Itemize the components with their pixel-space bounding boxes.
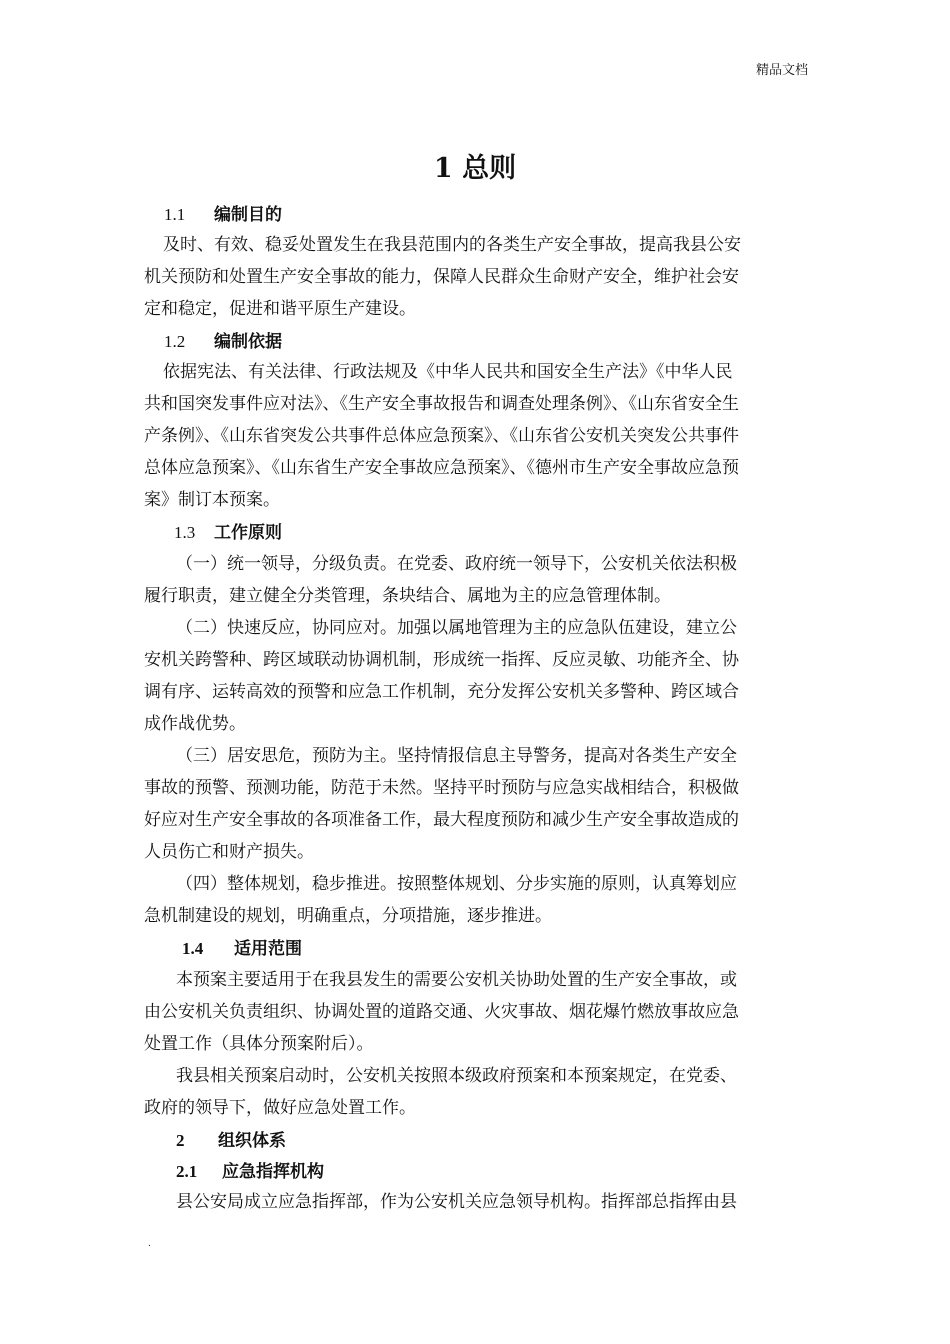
- paragraph-line: 人员伤亡和财产损失。: [144, 842, 314, 862]
- paragraph-line: 依据宪法、有关法律、行政法规及《中华人民共和国安全生产法》《中华人民: [163, 362, 733, 382]
- section-heading-2-1: [176, 1163, 324, 1181]
- paragraph-line: 事故的预警、预测功能，防范于未然。坚持平时预防与应急实战相结合，积极做: [144, 778, 739, 798]
- section-title: 工作原则: [214, 523, 282, 543]
- paragraph-line: 急机制建设的规划，明确重点，分项措施，逐步推进。: [144, 906, 552, 926]
- section-heading-1-4: [182, 940, 302, 958]
- paragraph-line: 我县相关预案启动时，公安机关按照本级政府预案和本预案规定，在党委、: [176, 1066, 737, 1086]
- footer-dot: .: [148, 1239, 151, 1249]
- section-number: 1.3: [174, 523, 196, 542]
- paragraph-line: 及时、有效、稳妥处置发生在我县范围内的各类生产安全事故，提高我县公安: [163, 235, 741, 255]
- paragraph-line: （三）居安思危，预防为主。坚持情报信息主导警务，提高对各类生产安全: [176, 746, 737, 766]
- section-number: 2.1: [176, 1162, 198, 1181]
- section-title: 编制依据: [214, 332, 282, 352]
- paragraph-line: 安机关跨警种、跨区域联动协调机制，形成统一指挥、反应灵敏、功能齐全、协: [144, 650, 739, 670]
- paragraph-line: 处置工作（具体分预案附后）。: [144, 1034, 374, 1054]
- section-number: 1.1: [164, 205, 186, 224]
- section-title: 应急指挥机构: [222, 1162, 324, 1182]
- paragraph-line: （二）快速反应，协同应对。加强以属地管理为主的应急队伍建设，建立公: [176, 618, 737, 638]
- paragraph-line: （一）统一领导，分级负责。在党委、政府统一领导下，公安机关依法积极: [176, 554, 737, 574]
- section-number: 2: [176, 1131, 185, 1150]
- paragraph-line: 总体应急预案》、《山东省生产安全事故应急预案》、《德州市生产安全事故应急预: [144, 458, 739, 478]
- section-number: 1.4: [182, 939, 204, 958]
- section-heading-1-3: [174, 524, 282, 542]
- section-title: 组织体系: [218, 1131, 286, 1151]
- page-title: 1 总则: [433, 153, 517, 184]
- section-heading-2: [176, 1132, 286, 1150]
- paragraph-line: 好应对生产安全事故的各项准备工作，最大程度预防和减少生产安全事故造成的: [144, 810, 739, 830]
- paragraph-line: 县公安局成立应急指挥部，作为公安机关应急领导机构。指挥部总指挥由县: [176, 1192, 737, 1212]
- paragraph-line: （四）整体规划，稳步推进。按照整体规划、分步实施的原则，认真筹划应: [176, 874, 737, 894]
- paragraph-line: 共和国突发事件应对法》、《生产安全事故报告和调查处理条例》、《山东省安全生: [144, 394, 739, 414]
- section-title: 编制目的: [214, 205, 282, 225]
- paragraph-line: 调有序、运转高效的预警和应急工作机制，充分发挥公安机关多警种、跨区域合: [144, 682, 739, 702]
- paragraph-line: 定和稳定，促进和谐平原生产建设。: [144, 299, 416, 319]
- header-mark: 精品文档: [755, 63, 808, 78]
- section-heading-1-2: [164, 333, 282, 351]
- paragraph-line: 政府的领导下，做好应急处置工作。: [144, 1098, 416, 1118]
- paragraph-line: 本预案主要适用于在我县发生的需要公安机关协助处置的生产安全事故，或: [176, 970, 737, 990]
- paragraph-line: 履行职责，建立健全分类管理，条块结合、属地为主的应急管理体制。: [144, 586, 671, 606]
- paragraph-line: 由公安机关负责组织、协调处置的道路交通、火灾事故、烟花爆竹燃放事故应急: [144, 1002, 739, 1022]
- paragraph-line: 成作战优势。: [144, 714, 246, 734]
- paragraph-line: 产条例》、《山东省突发公共事件总体应急预案》、《山东省公安机关突发公共事件: [144, 426, 739, 446]
- section-heading-1-1: [164, 206, 282, 224]
- paragraph-line: 案》制订本预案。: [144, 490, 280, 510]
- section-title: 适用范围: [234, 939, 302, 959]
- paragraph-line: 机关预防和处置生产安全事故的能力，保障人民群众生命财产安全，维护社会安: [144, 267, 739, 287]
- section-number: 1.2: [164, 332, 186, 351]
